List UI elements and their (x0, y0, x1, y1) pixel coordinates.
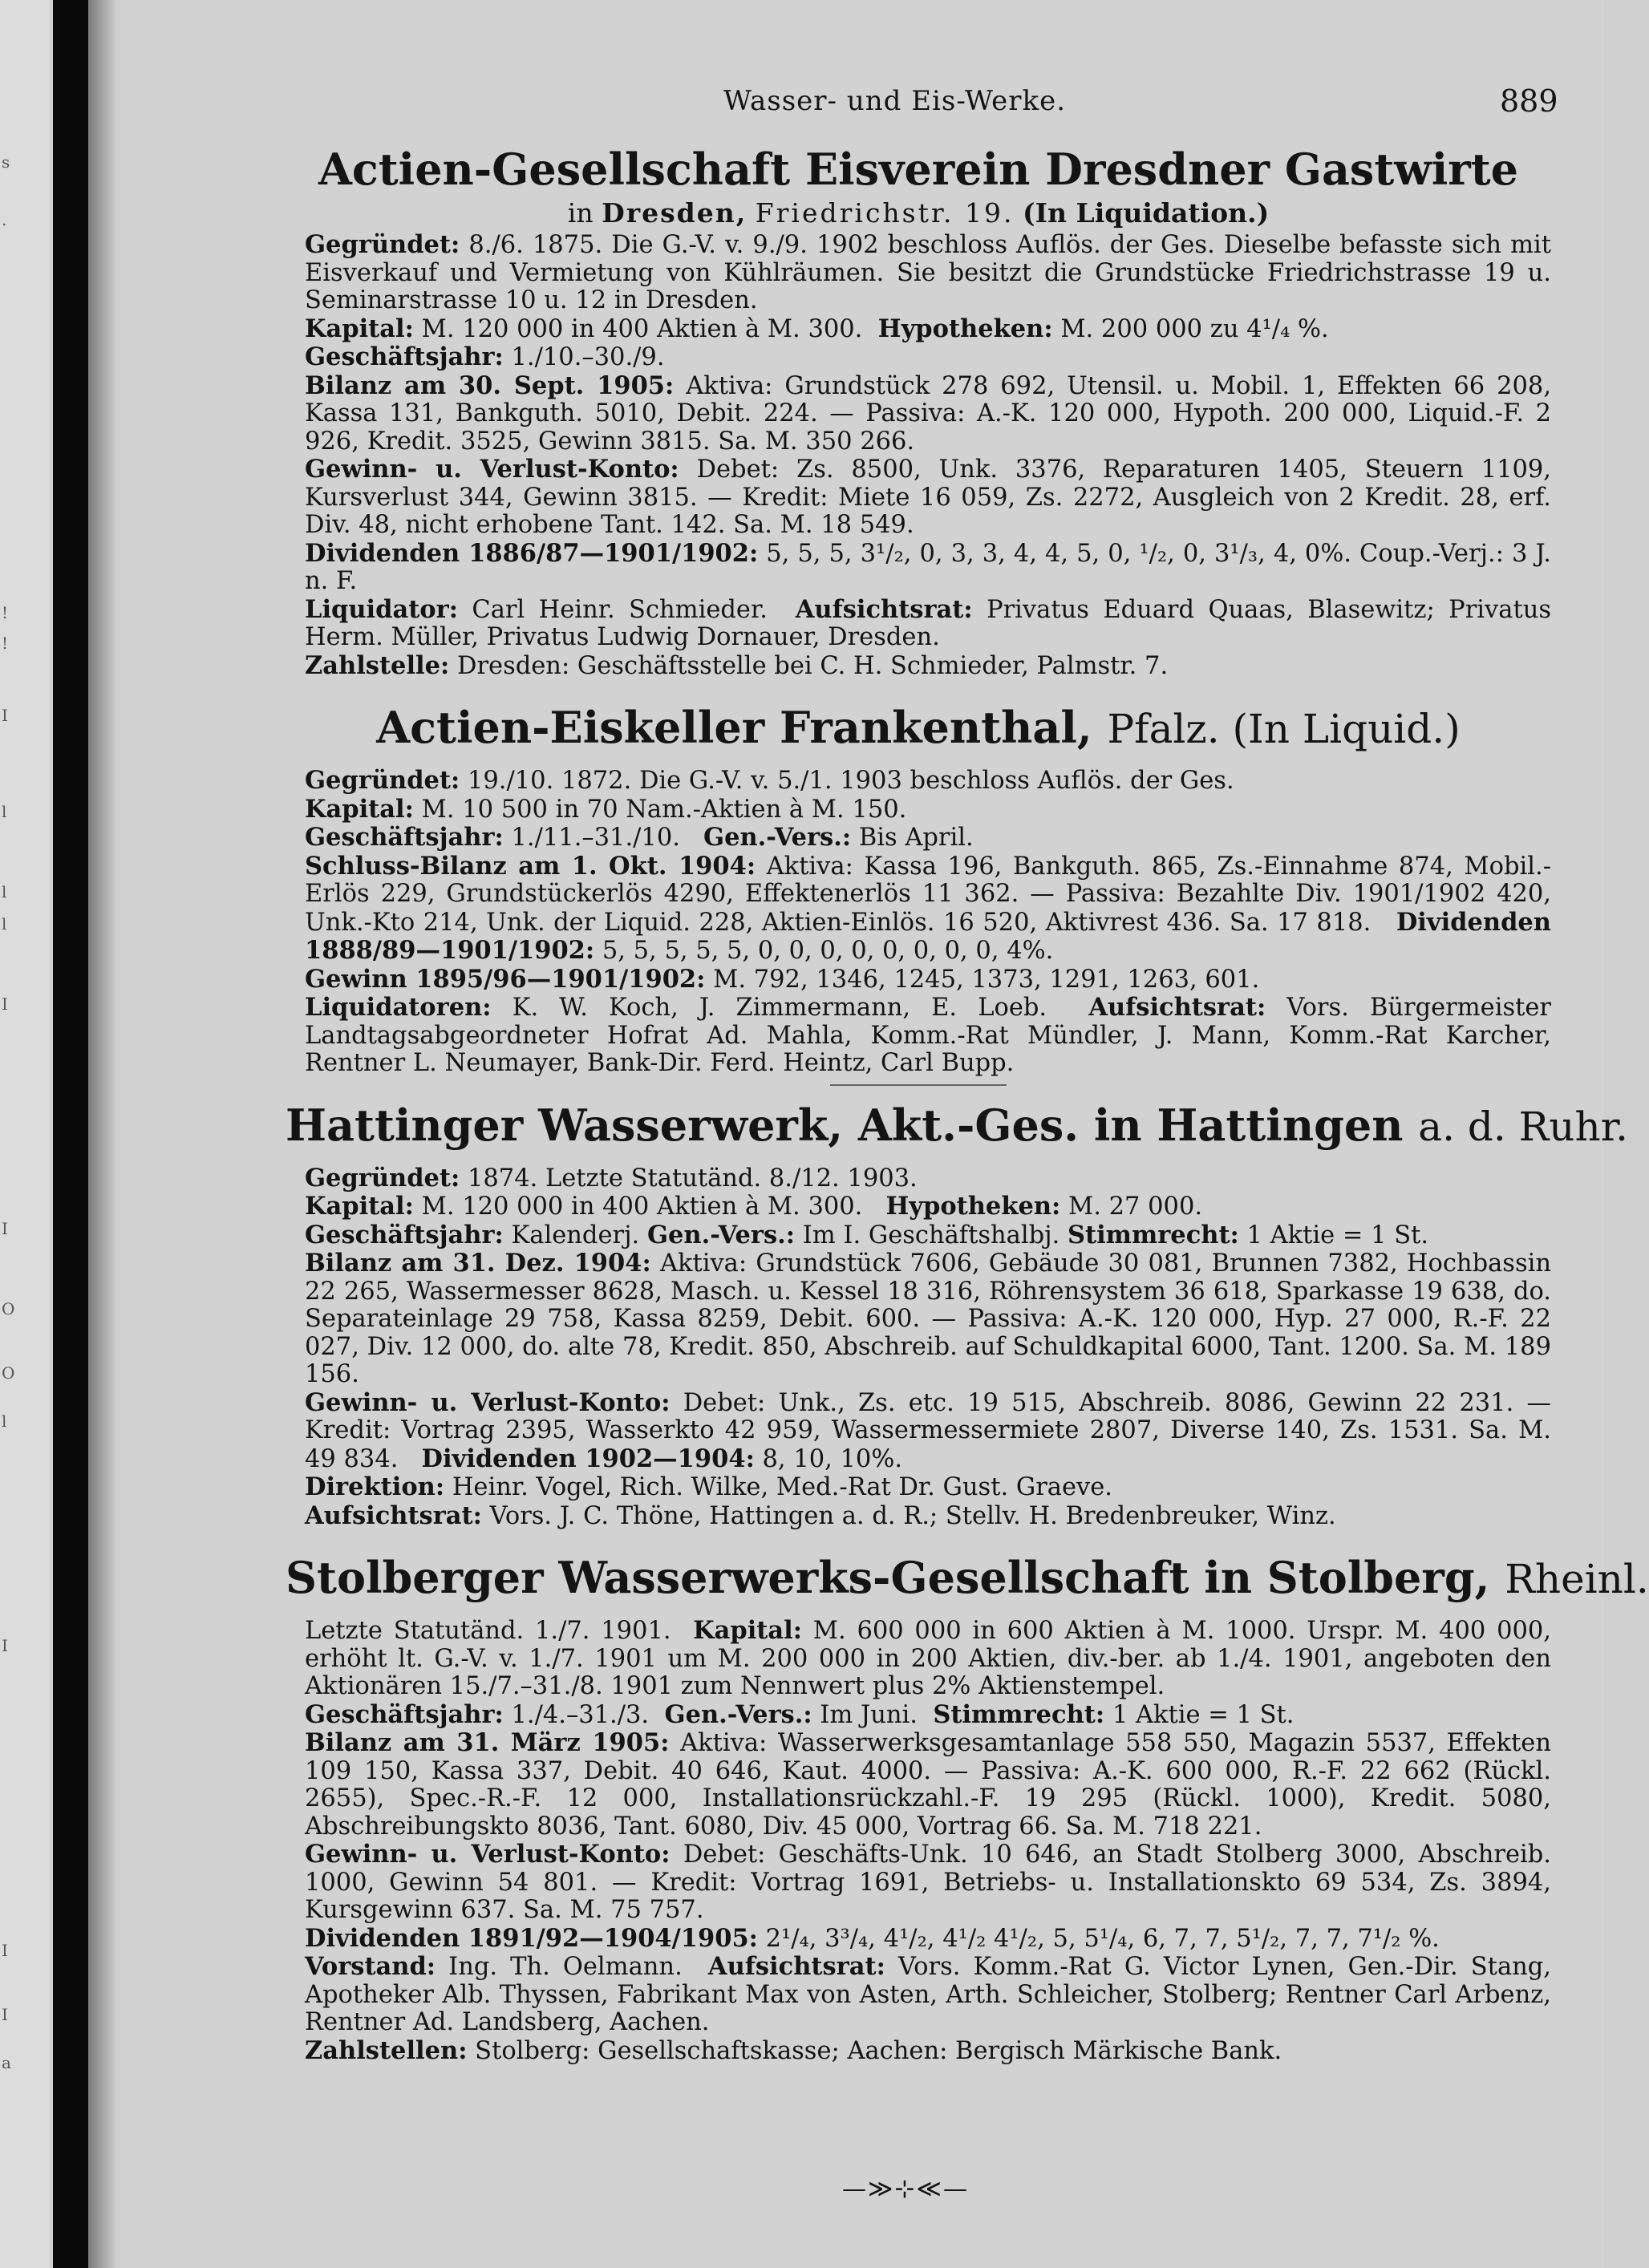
company-heading-suffix: Rheinl. (1505, 1556, 1649, 1602)
entry-balance: Schluss-Bilanz am 1. Okt. 1904: Aktiva: Kassa 196, Bankguth. 865, Zs.-Einnahme 874, Mobil.-Erlös 229, Grundstückerlös 4290, Effektenerlös 11 362. — Passiva: Bezahlte Div. 1901/1902 420, Unk.-Kto 214, Unk. der Liquid. 228, Aktien-Einlös. 16 520, Aktivrest 436. Sa. 17 818. Dividenden 1888/89—1901/1902: 5, 5, 5, 5, 5, 0, 0, 0, 0, 0, 0, 0, 0, 4%. (305, 851, 1551, 965)
page-number: 889 (1500, 83, 1558, 119)
company-heading: Actien-Gesellschaft Eisverein Dresdner Gastwirte (318, 144, 1519, 195)
running-title: Wasser- und Eis-Werke. (723, 85, 1067, 117)
company-heading: Stolberger Wasserwerks-Gesellschaft in Stolberg, Rheinl. (286, 1552, 1649, 1603)
adjacent-page-edge (0, 0, 50, 2268)
section-divider (830, 1084, 1007, 1086)
entry-liquidators: Liquidatoren: K. W. Koch, J. Zimmermann, E. Loeb. Aufsichtsrat: Vors. Bürgermeister Landtagsabgeordneter Hofrat Ad. Mahla, Komm.-Rat Mündler, J. Mann, Komm.-Rat Karcher, Rentner L. Neumayer, Bank-Dir. Ferd. Heintz, Carl Bupp. (305, 993, 1552, 1077)
entry-dividends: Dividenden 1886/87—1901/1902: 5, 5, 5, 3¹/₂, 0, 3, 3, 4, 4, 5, 0, ¹/₂, 0, 3¹/₃, 4, 0%. Coup.-Verj.: 3 J. n. F. (305, 538, 1551, 595)
company-heading-suffix: Pfalz. (In Liquid.) (1107, 706, 1461, 752)
entry-profit-loss: Gewinn- u. Verlust-Konto: Debet: Unk., Zs. etc. 19 515, Abschreib. 8086, Gewinn 22 231. — Kredit: Vortrag 2395, Wasserkto 42 959, Wassermessermiete 2807, Diverse 140, Zs. 1531. Sa. M. 49 834. Dividenden 1902—1904: 8, 10, 10%. (305, 1387, 1551, 1473)
company-entry-stolberger-wasserwerks (286, 1551, 1649, 2065)
entry-liquidator: Liquidator: Carl Heinr. Schmieder. Aufsichtsrat: Privatus Eduard Quaas, Blasewitz; Privatus Herm. Müller, Privatus Ludwig Dornauer, Dresden. (305, 594, 1551, 651)
company-heading: Hattinger Wasserwerk, Akt.-Ges. in Hattingen a. d. Ruhr. (286, 1099, 1629, 1151)
entry-fiscal-year: Geschäftsjahr: 1./10.–30./9. (305, 342, 665, 371)
location-city: Dresden, (602, 197, 748, 229)
company-entry-hattinger-wasserwerk (286, 1099, 1629, 1531)
page-content (286, 143, 1649, 2065)
entry-paying-agents: Zahlstellen: Stolberg: Gesellschaftskasse; Aachen: Bergisch Märkische Bank. (305, 2035, 1282, 2065)
adjacent-page-marks: s . ! ! I l l l I I O O l I I I a (2, 152, 15, 2072)
entry-paying-agent: Zahlstelle: Dresden: Geschäftsstelle bei C. H. Schmieder, Palmstr. 7. (305, 650, 1169, 680)
company-entry-eiskeller-frankenthal (286, 701, 1551, 1078)
company-heading-suffix: a. d. Ruhr. (1418, 1103, 1629, 1150)
entry-founded: Gegründet: 8./6. 1875. Die G.-V. v. 9./9. 1902 beschloss Auflös. der Ges. Dieselbe befasste sich mit Eisverkauf und Vermietung von Kühlräumen. Sie besitzt die Grundstücke Friedrichstrasse 19 u. Seminarstrasse 10 u. 12 in Dresden. (305, 230, 1551, 314)
end-ornament: —≫⊹≪— (842, 2175, 969, 2203)
entry-founded: Gegründet: 19./10. 1872. Die G.-V. v. 5./1. 1903 beschloss Auflös. der Ges. (305, 766, 1234, 795)
entry-supervisory-board: Aufsichtsrat: Vors. J. C. Thöne, Hattingen a. d. R.; Stellv. H. Bredenbreuker, Winz. (305, 1501, 1336, 1530)
entry-capital: Kapital: M. 120 000 in 400 Aktien à M. 300. Hypotheken: M. 200 000 zu 4¹/₄ %. (305, 314, 1329, 343)
entry-profit-loss: Gewinn- u. Verlust-Konto: Debet: Geschäfts-Unk. 10 646, an Stadt Stolberg 3000, Abschreib. 1000, Gewinn 54 801. — Kredit: Vortrag 1691, Betriebs- u. Installationskto 69 534, Zs. 3894, Kursgewinn 637. Sa. M. 75 757. (305, 1840, 1551, 1924)
entry-profit-loss: Gewinn- u. Verlust-Konto: Debet: Zs. 8500, Unk. 3376, Reparaturen 1405, Steuern 1109, Kursverlust 344, Gewinn 3815. — Kredit: Miete 16 059, Zs. 2272, Ausgleich von 2 Kredit. 28, erf. Div. 48, nicht erhobene Tant. 142. Sa. M. 18 549. (305, 455, 1551, 539)
entry-balance: Bilanz am 31. März 1905: Aktiva: Wasserwerksgesamtanlage 558 550, Magazin 5537, Effekten 109 150, Kassa 337, Debit. 40 646, Kaut. 4000. — Passiva: A.-K. 600 000, R.-F. 22 662 (Rückl. 2655), Spec.-R.-F. 12 000, Installationsrückzahl.-F. 19 295 (Rückl. 1000), Kredit. 5080, Abschreibungskto 8036, Tant. 6080, Div. 45 000, Vortrag 66. Sa. M. 718 221. (305, 1728, 1551, 1841)
entry-board: Vorstand: Ing. Th. Oelmann. Aufsichtsrat: Vors. Komm.-Rat G. Victor Lynen, Gen.-Dir. Stang, Apotheker Alb. Thyssen, Fabrikant Max von Asten, Arth. Schleicher, Stolberg; Rentner Carl Arbenz, Rentner Ad. Landsberg, Aachen. (305, 1952, 1551, 2036)
entry-management: Direktion: Heinr. Vogel, Rich. Wilke, Med.-Rat Dr. Gust. Graeve. (305, 1472, 1112, 1501)
entry-fiscal-year: Geschäftsjahr: Kalenderj. Gen.-Vers.: Im I. Geschäftshalbj. Stimmrecht: 1 Aktie = 1 St. (305, 1220, 1429, 1249)
entry-balance: Bilanz am 31. Dez. 1904: Aktiva: Grundstück 7606, Gebäude 30 081, Brunnen 7382, Hochbassin 22 265, Wassermesser 8628, Masch. u. Kessel 18 316, Röhrensystem 36 618, Sparkasse 19 638, do. Separateinlage 29 758, Kassa 8259, Debit. 600. — Passiva: A.-K. 120 000, Hyp. 27 000, R.-F. 22 027, Div. 12 000, do. alte 78, Kredit. 850, Abschreib. auf Schuldkapital 6000, Tant. 1200. Sa. M. 189 156. (305, 1249, 1551, 1388)
company-location (286, 196, 1551, 231)
entry-capital: Letzte Statutänd. 1./7. 1901. Kapital: M. 600 000 in 600 Aktien à M. 1000. Urspr. M. 400 000, erhöht lt. G.-V. v. 1./7. 1901 um M. 200 000 in 200 Aktien, div.-ber. ab 1./4. 1901, angeboten den Aktionären 15./7.–31./8. 1901 zum Nennwert plus 2% Aktienstempel. (305, 1616, 1551, 1700)
entry-capital: Kapital: M. 10 500 in 70 Nam.-Aktien à M. 150. (305, 794, 907, 824)
location-address: Friedrichstr. 19. (755, 197, 1015, 229)
entry-dividends: Dividenden 1891/92—1904/1905: 2¹/₄, 3³/₄, 4¹/₂, 4¹/₂ 4¹/₂, 5, 5¹/₄, 6, 7, 7, 5¹/₂, 7, 7, 7¹/₂ %. (305, 1923, 1440, 1953)
entry-founded: Gegründet: 1874. Letzte Statutänd. 8./12. 1903. (305, 1163, 918, 1193)
company-entry-eisverein-dresden (286, 143, 1551, 680)
entry-balance: Bilanz am 30. Sept. 1905: Aktiva: Grundstück 278 692, Utensil. u. Mobil. 1, Effekten 66 208, Kassa 131, Bankguth. 5010, Debit. 224. — Passiva: A.-K. 120 000, Hypoth. 200 000, Liquid.-F. 2 926, Kredit. 3525, Gewinn 3815. Sa. M. 350 266. (305, 371, 1552, 456)
location-prefix: in (567, 197, 594, 229)
book-binding-gutter (53, 0, 88, 2268)
document-page (120, 0, 1649, 2268)
entry-fiscal-year: Geschäftsjahr: 1./11.–31./10. Gen.-Vers.: Bis April. (305, 823, 974, 852)
liquidation-status: (In Liquidation.) (1023, 197, 1270, 229)
gutter-shadow (88, 0, 117, 2268)
company-heading: Actien-Eiskeller Frankenthal, Pfalz. (In Liquid.) (376, 702, 1461, 753)
entry-capital: Kapital: M. 120 000 in 400 Aktien à M. 300. Hypotheken: M. 27 000. (305, 1192, 1203, 1221)
entry-profits: Gewinn 1895/96—1901/1902: M. 792, 1346, 1245, 1373, 1291, 1263, 601. (305, 964, 1260, 994)
entry-fiscal-year: Geschäftsjahr: 1./4.–31./3. Gen.-Vers.: Im Juni. Stimmrecht: 1 Aktie = 1 St. (305, 1699, 1294, 1729)
